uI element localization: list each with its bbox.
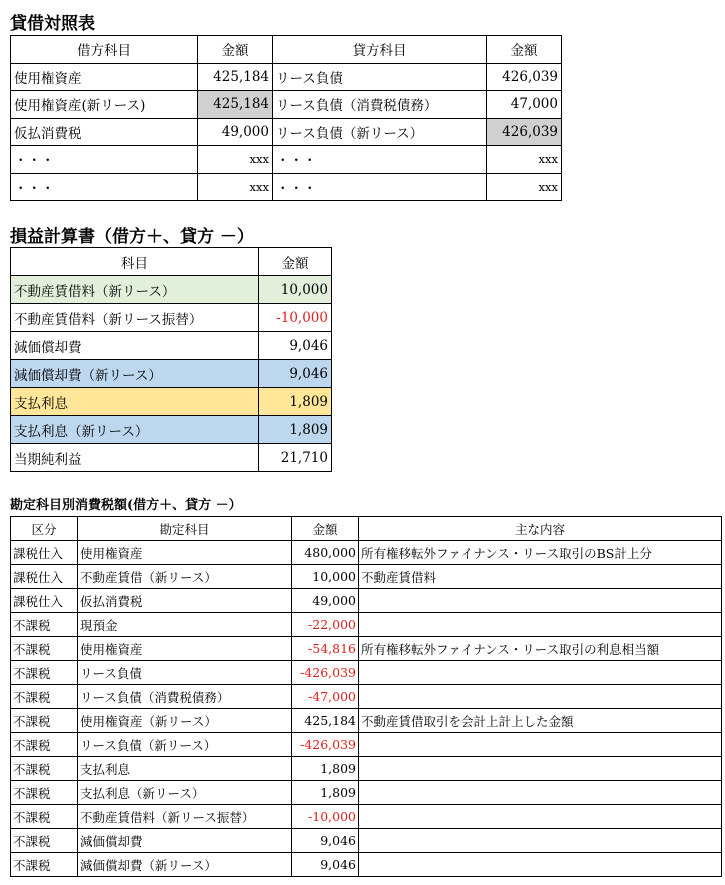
table-row <box>11 388 332 416</box>
category-cell: 課税仕入 <box>11 565 78 589</box>
debit-account-cell: 使用権資産 <box>11 63 198 91</box>
column-header: 区分 <box>11 517 78 541</box>
amount-cell: 49,000 <box>292 589 359 613</box>
amount-cell: -22,000 <box>292 613 359 637</box>
table-row <box>11 589 722 613</box>
category-cell: 不課税 <box>11 637 78 661</box>
item-cell: 当期純利益 <box>11 444 259 472</box>
table-row <box>11 565 722 589</box>
table-header-row <box>11 517 722 541</box>
amount-cell: 10,000 <box>292 565 359 589</box>
amount-cell: 9,046 <box>259 332 332 360</box>
column-header: 金額 <box>259 248 332 276</box>
column-header: 貸方科目 <box>273 36 487 64</box>
note-cell <box>359 853 722 877</box>
tax-table-title: 勘定科目別消費税額(借方＋、貸方 －） <box>10 498 242 513</box>
column-header: 金額 <box>198 36 273 64</box>
amount-cell: 9,046 <box>292 829 359 853</box>
table-row <box>11 173 562 201</box>
credit-amount-cell: 426,039 <box>487 63 562 91</box>
amount-cell: 425,184 <box>292 709 359 733</box>
category-cell: 不課税 <box>11 661 78 685</box>
amount-cell: 1,809 <box>259 388 332 416</box>
table-row <box>11 733 722 757</box>
consumption-tax-table <box>10 516 722 877</box>
column-header: 勘定科目 <box>78 517 292 541</box>
category-cell: 不課税 <box>11 805 78 829</box>
amount-cell: 480,000 <box>292 541 359 565</box>
credit-amount-cell-highlighted: 426,039 <box>487 118 562 146</box>
note-cell <box>359 589 722 613</box>
amount-cell: 10,000 <box>259 276 332 304</box>
table-row <box>11 829 722 853</box>
table-header-row <box>11 36 562 64</box>
table-row <box>11 613 722 637</box>
item-cell: 支払利息 <box>11 388 259 416</box>
table-row <box>11 781 722 805</box>
debit-account-cell: 使用権資産(新リース) <box>11 91 198 119</box>
note-cell <box>359 613 722 637</box>
amount-cell: 21,710 <box>259 444 332 472</box>
amount-cell: 1,809 <box>292 781 359 805</box>
account-cell: 使用権資産 <box>78 637 292 661</box>
column-header: 金額 <box>487 36 562 64</box>
debit-account-cell: ・・・ <box>11 146 198 174</box>
column-header: 借方科目 <box>11 36 198 64</box>
category-cell: 不課税 <box>11 757 78 781</box>
table-row <box>11 360 332 388</box>
amount-cell: -426,039 <box>292 661 359 685</box>
table-row <box>11 146 562 174</box>
category-cell: 不課税 <box>11 829 78 853</box>
table-row <box>11 444 332 472</box>
debit-account-cell: ・・・ <box>11 173 198 201</box>
item-cell: 減価償却費（新リース） <box>11 360 259 388</box>
account-cell: 現預金 <box>78 613 292 637</box>
balance-sheet-title: 貸借対照表 <box>10 14 95 34</box>
credit-amount-cell: xxx <box>487 173 562 201</box>
category-cell: 課税仕入 <box>11 541 78 565</box>
account-cell: 不動産賃借（新リース） <box>78 565 292 589</box>
table-row <box>11 757 722 781</box>
table-header-row <box>11 248 332 276</box>
debit-amount-cell: xxx <box>198 173 273 201</box>
amount-cell: 9,046 <box>292 853 359 877</box>
credit-amount-cell: 47,000 <box>487 91 562 119</box>
account-cell: 仮払消費税 <box>78 589 292 613</box>
amount-cell: -10,000 <box>292 805 359 829</box>
account-cell: 使用権資産（新リース） <box>78 709 292 733</box>
credit-account-cell: リース負債 <box>273 63 487 91</box>
note-cell <box>359 685 722 709</box>
account-cell: リース負債（消費税債務） <box>78 685 292 709</box>
amount-cell: -54,816 <box>292 637 359 661</box>
credit-account-cell: リース負債（消費税債務） <box>273 91 487 119</box>
item-cell: 減価償却費 <box>11 332 259 360</box>
amount-cell: -47,000 <box>292 685 359 709</box>
debit-amount-cell: 49,000 <box>198 118 273 146</box>
note-cell: 所有権移転外ファイナンス・リース取引の利息相当額 <box>359 637 722 661</box>
debit-amount-cell-highlighted: 425,184 <box>198 91 273 119</box>
table-row <box>11 118 562 146</box>
category-cell: 不課税 <box>11 781 78 805</box>
credit-account-cell: リース負債（新リース） <box>273 118 487 146</box>
debit-account-cell: 仮払消費税 <box>11 118 198 146</box>
category-cell: 課税仕入 <box>11 589 78 613</box>
income-statement-title: 損益計算書（借方＋、貸方 －） <box>10 227 254 247</box>
table-row <box>11 416 332 444</box>
category-cell: 不課税 <box>11 685 78 709</box>
column-header: 金額 <box>292 517 359 541</box>
item-cell: 不動産賃借料（新リース） <box>11 276 259 304</box>
account-cell: リース負債（新リース） <box>78 733 292 757</box>
amount-cell: -10,000 <box>259 304 332 332</box>
item-cell: 支払利息（新リース） <box>11 416 259 444</box>
account-cell: 不動産賃借料（新リース振替） <box>78 805 292 829</box>
amount-cell: -426,039 <box>292 733 359 757</box>
item-cell: 不動産賃借料（新リース振替） <box>11 304 259 332</box>
account-cell: 支払利息（新リース） <box>78 781 292 805</box>
column-header: 科目 <box>11 248 259 276</box>
table-row <box>11 709 722 733</box>
credit-account-cell: ・・・ <box>273 146 487 174</box>
note-cell <box>359 733 722 757</box>
table-row <box>11 805 722 829</box>
amount-cell: 1,809 <box>292 757 359 781</box>
table-row <box>11 63 562 91</box>
credit-amount-cell: xxx <box>487 146 562 174</box>
table-row <box>11 276 332 304</box>
note-cell: 所有権移転外ファイナンス・リース取引のBS計上分 <box>359 541 722 565</box>
note-cell: 不動産賃借取引を会計上計上した金額 <box>359 709 722 733</box>
table-row <box>11 685 722 709</box>
balance-sheet-table <box>10 35 562 201</box>
note-cell <box>359 661 722 685</box>
table-row <box>11 91 562 119</box>
table-row <box>11 304 332 332</box>
note-cell <box>359 805 722 829</box>
note-cell <box>359 781 722 805</box>
table-row <box>11 332 332 360</box>
debit-amount-cell: 425,184 <box>198 63 273 91</box>
amount-cell: 1,809 <box>259 416 332 444</box>
note-cell <box>359 829 722 853</box>
table-row <box>11 637 722 661</box>
table-row <box>11 541 722 565</box>
category-cell: 不課税 <box>11 613 78 637</box>
account-cell: 減価償却費（新リース） <box>78 853 292 877</box>
credit-account-cell: ・・・ <box>273 173 487 201</box>
account-cell: 支払利息 <box>78 757 292 781</box>
income-statement-table <box>10 247 332 472</box>
category-cell: 不課税 <box>11 853 78 877</box>
note-cell: 不動産賃借料 <box>359 565 722 589</box>
debit-amount-cell: xxx <box>198 146 273 174</box>
account-cell: リース負債 <box>78 661 292 685</box>
account-cell: 使用権資産 <box>78 541 292 565</box>
note-cell <box>359 757 722 781</box>
category-cell: 不課税 <box>11 709 78 733</box>
table-row <box>11 661 722 685</box>
column-header: 主な内容 <box>359 517 722 541</box>
account-cell: 減価償却費 <box>78 829 292 853</box>
table-row <box>11 853 722 877</box>
amount-cell: 9,046 <box>259 360 332 388</box>
category-cell: 不課税 <box>11 733 78 757</box>
